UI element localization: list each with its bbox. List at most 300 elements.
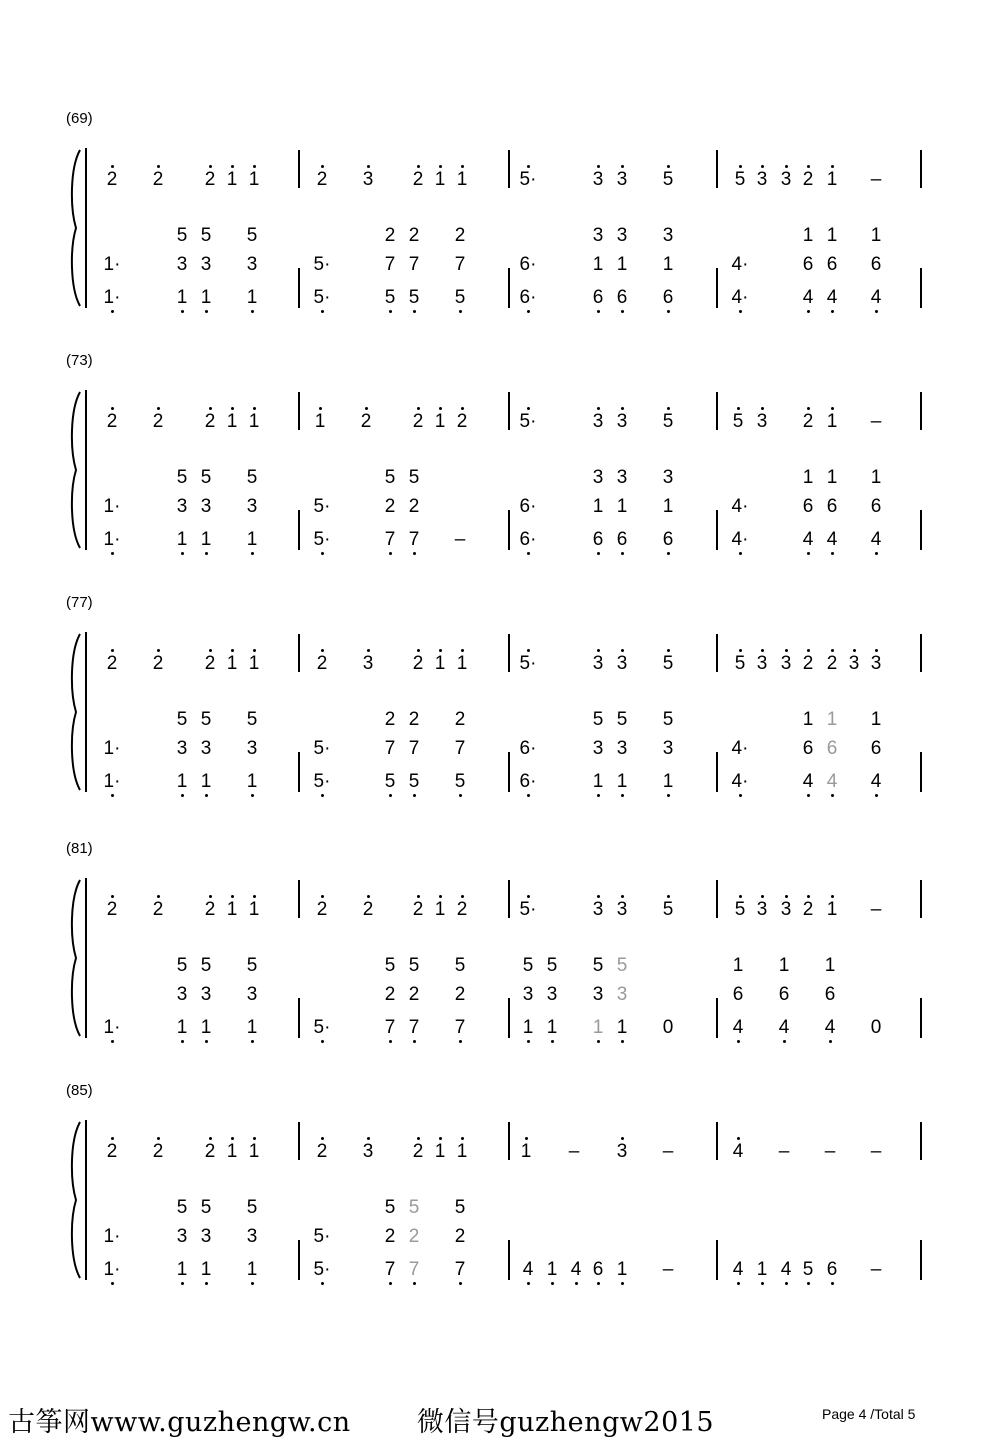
note-text: 1 — [802, 225, 814, 246]
note-text: – — [662, 1259, 674, 1280]
note-text: 4 — [778, 1017, 790, 1038]
octave-dot — [321, 552, 324, 555]
octave-dot — [667, 895, 670, 898]
note-text: 6 — [662, 529, 674, 550]
octave-dot — [667, 649, 670, 652]
note-text: 1 — [616, 1017, 628, 1038]
middle-note — [821, 497, 843, 517]
octave-dot — [111, 895, 114, 898]
note-text: 5· — [313, 771, 331, 792]
note-text: 5 — [662, 411, 674, 432]
note-text: 6 — [870, 496, 882, 517]
upper-note — [541, 956, 563, 976]
note-text: 5 — [200, 955, 212, 976]
note-text: 1 — [200, 287, 212, 308]
note-text: 6 — [802, 496, 814, 517]
octave-dot — [459, 1282, 462, 1285]
bass-note — [821, 772, 843, 792]
upper-note — [171, 1198, 193, 1218]
upper-note — [241, 956, 263, 976]
bass-note — [865, 530, 887, 550]
melody-note — [611, 412, 633, 432]
note-text: 1 — [248, 1141, 260, 1162]
note-text: 3 — [246, 984, 258, 1005]
octave-dot — [231, 407, 234, 410]
note-text: 2 — [106, 653, 118, 674]
middle-note — [195, 1227, 217, 1247]
note-text: 2 — [454, 1226, 466, 1247]
note-text: 2 — [802, 653, 814, 674]
upper-note — [379, 1198, 401, 1218]
octave-dot — [831, 794, 834, 797]
note-text: 4· — [731, 529, 749, 550]
octave-dot — [365, 407, 368, 410]
octave-dot — [831, 1282, 834, 1285]
octave-dot — [527, 794, 530, 797]
note-text: 1· — [103, 529, 121, 550]
note-text: 1 — [226, 411, 238, 432]
barline — [508, 752, 510, 792]
octave-dot — [527, 649, 530, 652]
middle-note — [797, 255, 819, 275]
melody-note — [221, 654, 243, 674]
note-text: 2 — [360, 411, 372, 432]
note-text: 3 — [246, 738, 258, 759]
octave-dot — [157, 895, 160, 898]
octave-dot — [209, 407, 212, 410]
upper-note — [195, 710, 217, 730]
octave-dot — [461, 649, 464, 652]
melody-note — [563, 1142, 585, 1162]
middle-note — [403, 497, 425, 517]
melody-note — [429, 1142, 451, 1162]
note-text: 1 — [226, 899, 238, 920]
melody-note — [243, 170, 265, 190]
melody-note — [657, 900, 679, 920]
barline — [508, 998, 510, 1038]
note-text: 5 — [408, 1197, 420, 1218]
note-text: 2 — [408, 709, 420, 730]
octave-dot — [621, 552, 624, 555]
note-text: 5 — [384, 1197, 396, 1218]
melody-note — [611, 654, 633, 674]
octave-dot — [321, 1040, 324, 1043]
octave-dot — [461, 165, 464, 168]
note-text: 2 — [316, 1141, 328, 1162]
note-text: 6 — [616, 529, 628, 550]
note-text: 5· — [519, 411, 537, 432]
note-text: 1 — [434, 411, 446, 432]
upper-note — [195, 1198, 217, 1218]
middle-note — [101, 497, 123, 517]
middle-note — [195, 497, 217, 517]
note-text: 7 — [408, 1017, 420, 1038]
upper-note — [241, 468, 263, 488]
note-text: 1 — [200, 529, 212, 550]
octave-dot — [597, 794, 600, 797]
note-text: 3 — [592, 169, 604, 190]
melody-note — [357, 654, 379, 674]
octave-dot — [807, 1282, 810, 1285]
middle-note — [379, 1227, 401, 1247]
note-text: 6· — [519, 738, 537, 759]
note-text: 3 — [592, 467, 604, 488]
bass-note — [657, 1260, 679, 1280]
note-text: 2 — [152, 899, 164, 920]
note-text: – — [824, 1141, 836, 1162]
bass-note — [403, 1260, 425, 1280]
note-text: 2 — [106, 899, 118, 920]
bass-note — [657, 530, 679, 550]
octave-dot — [413, 1040, 416, 1043]
note-text: – — [870, 411, 882, 432]
octave-dot — [783, 1040, 786, 1043]
bass-note — [797, 1260, 819, 1280]
octave-dot — [253, 407, 256, 410]
octave-dot — [739, 649, 742, 652]
note-text: 1· — [103, 1259, 121, 1280]
melody-note — [819, 1142, 841, 1162]
upper-note — [241, 1198, 263, 1218]
note-text: 5 — [200, 709, 212, 730]
note-text: 5 — [408, 287, 420, 308]
octave-dot — [807, 310, 810, 313]
note-text: 3 — [200, 984, 212, 1005]
bass-note — [403, 772, 425, 792]
upper-note — [865, 468, 887, 488]
bass-note — [171, 1018, 193, 1038]
note-text: 1 — [522, 1017, 534, 1038]
middle-note — [797, 497, 819, 517]
note-text: 3 — [870, 653, 882, 674]
melody-note — [865, 412, 887, 432]
upper-note — [171, 710, 193, 730]
note-text: 5· — [519, 169, 537, 190]
note-text: 7 — [408, 254, 420, 275]
melody-note — [517, 900, 539, 920]
octave-dot — [417, 165, 420, 168]
octave-dot — [321, 165, 324, 168]
octave-dot — [739, 310, 742, 313]
middle-note — [101, 739, 123, 759]
upper-note — [241, 710, 263, 730]
note-text: 3 — [756, 653, 768, 674]
upper-note — [611, 226, 633, 246]
note-text: – — [870, 1259, 882, 1280]
upper-note — [403, 468, 425, 488]
note-text: 3 — [616, 467, 628, 488]
note-text: 1 — [616, 254, 628, 275]
octave-dot — [413, 310, 416, 313]
octave-dot — [205, 552, 208, 555]
octave-dot — [737, 1282, 740, 1285]
note-text: 7 — [454, 738, 466, 759]
note-text: 3 — [780, 653, 792, 674]
melody-note — [199, 412, 221, 432]
note-text: 5 — [200, 1197, 212, 1218]
note-text: 3 — [362, 1141, 374, 1162]
note-text: 3 — [200, 1226, 212, 1247]
octave-dot — [209, 895, 212, 898]
note-text: 5 — [616, 955, 628, 976]
note-text: 6 — [662, 287, 674, 308]
octave-dot — [737, 407, 740, 410]
note-text: 2 — [412, 1141, 424, 1162]
bass-note — [729, 530, 751, 550]
octave-dot — [111, 794, 114, 797]
middle-note — [241, 497, 263, 517]
note-text: 1 — [616, 496, 628, 517]
note-text: 5 — [176, 225, 188, 246]
middle-note — [241, 985, 263, 1005]
note-text: 6 — [826, 1259, 838, 1280]
melody-note — [821, 900, 843, 920]
note-text: 5 — [408, 467, 420, 488]
middle-note — [403, 739, 425, 759]
upper-note — [403, 710, 425, 730]
melody-note — [407, 654, 429, 674]
melody-note — [729, 900, 751, 920]
note-text: 7 — [454, 254, 466, 275]
note-text: 6· — [519, 771, 537, 792]
middle-note — [379, 985, 401, 1005]
middle-note — [171, 497, 193, 517]
octave-dot — [389, 1040, 392, 1043]
octave-dot — [253, 649, 256, 652]
note-text: 2 — [152, 1141, 164, 1162]
melody-note — [221, 900, 243, 920]
octave-dot — [321, 310, 324, 313]
bass-note — [195, 772, 217, 792]
site-url-text: 古筝网www.guzhengw.cn — [8, 1407, 351, 1438]
note-text: 1 — [456, 1141, 468, 1162]
melody-note — [865, 900, 887, 920]
note-text: 1· — [103, 1017, 121, 1038]
octave-dot — [551, 1040, 554, 1043]
octave-dot — [597, 649, 600, 652]
melody-note — [587, 654, 609, 674]
upper-note — [587, 956, 609, 976]
note-text: 7 — [408, 738, 420, 759]
middle-note — [865, 497, 887, 517]
barline — [716, 1240, 718, 1280]
melody-note — [147, 654, 169, 674]
octave-dot — [829, 1040, 832, 1043]
note-text: 1 — [592, 1017, 604, 1038]
note-text: 3 — [756, 169, 768, 190]
melody-note — [751, 900, 773, 920]
note-text: 4 — [826, 529, 838, 550]
middle-note — [657, 497, 679, 517]
upper-note — [195, 226, 217, 246]
note-text: 1 — [314, 411, 326, 432]
bass-note — [403, 1018, 425, 1038]
melody-note — [101, 170, 123, 190]
note-text: 4 — [522, 1259, 534, 1280]
note-text: 3 — [200, 738, 212, 759]
note-text: 3 — [616, 653, 628, 674]
bass-note — [379, 772, 401, 792]
melody-note — [355, 412, 377, 432]
octave-dot — [181, 794, 184, 797]
note-text: 7 — [454, 1017, 466, 1038]
middle-note — [657, 739, 679, 759]
note-text: 2 — [106, 169, 118, 190]
upper-note — [379, 468, 401, 488]
bass-note — [587, 772, 609, 792]
octave-dot — [439, 1137, 442, 1140]
octave-dot — [667, 407, 670, 410]
octave-dot — [761, 1282, 764, 1285]
note-text: – — [662, 1141, 674, 1162]
bass-note — [101, 1018, 123, 1038]
melody-note — [357, 1142, 379, 1162]
note-text: 5 — [592, 709, 604, 730]
note-text: 5· — [519, 899, 537, 920]
note-text: 2 — [384, 496, 396, 517]
note-text: 6 — [592, 529, 604, 550]
octave-dot — [785, 895, 788, 898]
note-text: 1 — [434, 169, 446, 190]
melody-note — [101, 412, 123, 432]
note-text: 4 — [802, 529, 814, 550]
octave-dot — [231, 649, 234, 652]
bass-note — [797, 288, 819, 308]
note-text: – — [870, 169, 882, 190]
upper-note — [611, 468, 633, 488]
bass-note — [311, 288, 333, 308]
melody-note — [199, 900, 221, 920]
bass-note — [517, 772, 539, 792]
bass-note — [865, 1018, 887, 1038]
octave-dot — [667, 165, 670, 168]
bass-note — [449, 530, 471, 550]
melody-note — [657, 170, 679, 190]
middle-note — [449, 739, 471, 759]
note-text: 6· — [519, 287, 537, 308]
middle-note — [449, 985, 471, 1005]
middle-note — [101, 1227, 123, 1247]
octave-dot — [597, 1282, 600, 1285]
note-text: 2 — [384, 1226, 396, 1247]
octave-dot — [785, 165, 788, 168]
middle-note — [379, 255, 401, 275]
bass-note — [379, 530, 401, 550]
note-text: 3 — [616, 411, 628, 432]
bass-note — [311, 772, 333, 792]
note-text: 1 — [176, 529, 188, 550]
footer-site — [8, 1400, 714, 1439]
note-text: 3 — [592, 984, 604, 1005]
note-text: 1 — [592, 254, 604, 275]
melody-note — [587, 412, 609, 432]
middle-note — [171, 739, 193, 759]
note-text: 2 — [412, 653, 424, 674]
note-text: 1 — [246, 1259, 258, 1280]
melody-note — [407, 170, 429, 190]
note-text: 2 — [152, 653, 164, 674]
middle-note — [171, 1227, 193, 1247]
barline — [508, 634, 510, 672]
melody-note — [243, 412, 265, 432]
note-text: 3 — [662, 738, 674, 759]
octave-dot — [205, 1040, 208, 1043]
note-text: 5 — [384, 955, 396, 976]
octave-dot — [111, 407, 114, 410]
octave-dot — [389, 1282, 392, 1285]
melody-note — [357, 900, 379, 920]
note-text: 1 — [246, 287, 258, 308]
note-text: 2 — [454, 984, 466, 1005]
octave-dot — [525, 1137, 528, 1140]
upper-note — [797, 226, 819, 246]
note-text: 5 — [802, 1259, 814, 1280]
note-text: 5· — [313, 738, 331, 759]
note-text: 7 — [384, 1017, 396, 1038]
octave-dot — [181, 1040, 184, 1043]
upper-note — [657, 710, 679, 730]
octave-dot — [389, 552, 392, 555]
note-text: 4 — [824, 1017, 836, 1038]
middle-note — [517, 739, 539, 759]
octave-dot — [157, 165, 160, 168]
note-text: 2 — [384, 225, 396, 246]
barline — [920, 268, 922, 308]
note-text: 5 — [176, 955, 188, 976]
middle-note — [517, 255, 539, 275]
octave-dot — [459, 1040, 462, 1043]
octave-dot — [621, 310, 624, 313]
octave-dot — [209, 649, 212, 652]
upper-note — [171, 226, 193, 246]
barline — [716, 392, 718, 430]
note-text: 1 — [826, 169, 838, 190]
upper-note — [797, 468, 819, 488]
bass-note — [101, 1260, 123, 1280]
melody-note — [311, 900, 333, 920]
bass-note — [379, 1260, 401, 1280]
bass-note — [241, 1260, 263, 1280]
note-text: 3 — [592, 899, 604, 920]
measure-number: (77) — [66, 594, 93, 611]
brace-icon — [66, 390, 90, 550]
melody-note — [727, 1142, 749, 1162]
melody-note — [311, 170, 333, 190]
bass-note — [729, 288, 751, 308]
bass-note — [195, 1260, 217, 1280]
middle-note — [865, 739, 887, 759]
note-text: – — [568, 1141, 580, 1162]
note-text: 5 — [662, 169, 674, 190]
melody-note — [797, 654, 819, 674]
upper-note — [379, 226, 401, 246]
barline — [508, 392, 510, 430]
barline — [298, 392, 300, 430]
barline — [716, 634, 718, 672]
note-text: 5 — [454, 1197, 466, 1218]
note-text: 3 — [246, 254, 258, 275]
note-text: 5 — [384, 467, 396, 488]
note-text: 1 — [592, 496, 604, 517]
octave-dot — [205, 794, 208, 797]
note-text: 1 — [246, 529, 258, 550]
bass-note — [171, 288, 193, 308]
octave-dot — [251, 794, 254, 797]
melody-note — [515, 1142, 537, 1162]
bass-note — [311, 1018, 333, 1038]
note-text: 6 — [778, 984, 790, 1005]
octave-dot — [231, 165, 234, 168]
